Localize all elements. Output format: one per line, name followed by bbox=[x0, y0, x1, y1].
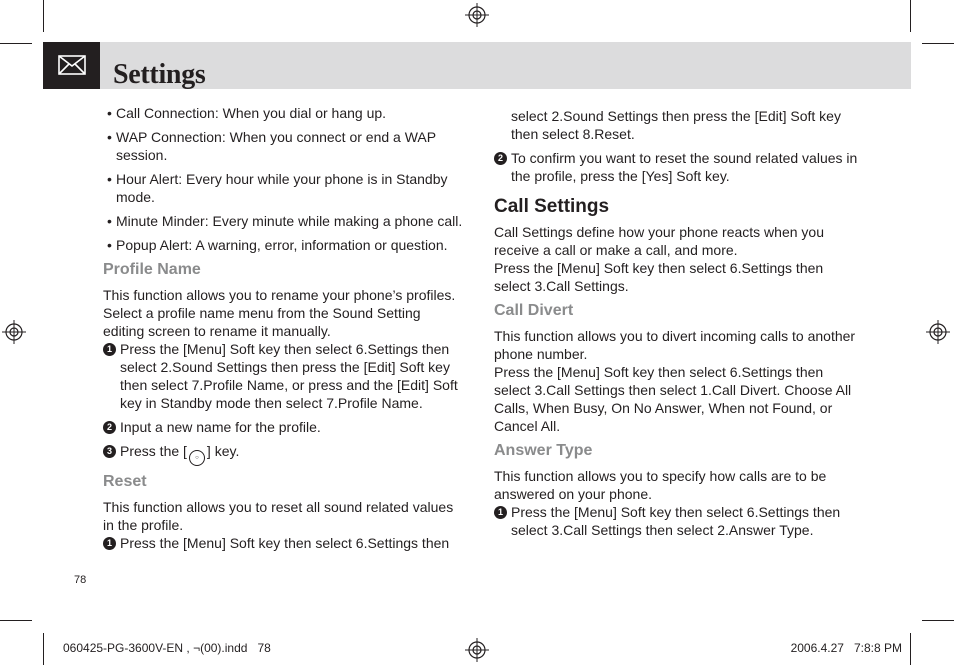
step-number: 1 bbox=[494, 506, 507, 519]
step-number: 1 bbox=[103, 537, 116, 550]
page-number: 78 bbox=[74, 574, 87, 586]
step-item: 1 Press the [Menu] Soft key then select 6.Settings then select 3.Call Settings then select 2.Answer Type. bbox=[494, 503, 858, 539]
crop-mark bbox=[0, 43, 32, 44]
envelope-icon bbox=[58, 55, 86, 75]
page-title: Settings bbox=[113, 59, 206, 90]
step-number: 2 bbox=[103, 421, 116, 434]
registration-mark-icon bbox=[465, 3, 489, 27]
list-item: • Minute Minder: Every minute while making a phone call. bbox=[107, 213, 463, 229]
step-number: 2 bbox=[494, 152, 507, 165]
subheading-reset: Reset bbox=[103, 473, 147, 490]
registration-mark-icon bbox=[926, 320, 950, 344]
step-item: select 2.Sound Settings then press the [Edit] Soft key then select 8.Reset. bbox=[511, 108, 841, 142]
crop-mark bbox=[910, 633, 911, 665]
step-number: 3 bbox=[103, 445, 116, 458]
crop-mark bbox=[910, 0, 911, 32]
registration-mark-icon bbox=[2, 320, 26, 344]
subheading-answer-type: Answer Type bbox=[494, 442, 593, 459]
step-item: 2 To confirm you want to reset the sound related values in the profile, press the [Yes] Soft key. bbox=[494, 149, 858, 185]
step-item: 3 Press the [ ○ ] key. bbox=[103, 442, 465, 466]
subheading-call-divert: Call Divert bbox=[494, 302, 574, 319]
paragraph: This function allows you to reset all sound related values in the profile. bbox=[103, 499, 454, 533]
paragraph: This function allows you to rename your phone’s profiles. Select a profile name menu from the Sound Setting editing screen to rename it manually. bbox=[103, 287, 456, 339]
right-column bbox=[494, 107, 858, 545]
header-icon-box bbox=[43, 42, 100, 89]
subheading-profile-name: Profile Name bbox=[103, 261, 201, 278]
registration-mark-icon bbox=[465, 638, 489, 662]
step-item: 2 Input a new name for the profile. bbox=[103, 418, 465, 436]
step-item: 1 Press the [Menu] Soft key then select 6.Settings then bbox=[103, 534, 465, 552]
section-heading-call-settings: Call Settings bbox=[494, 196, 610, 217]
crop-mark bbox=[0, 620, 32, 621]
paragraph: Press the [Menu] Soft key then select 6.Settings then select 3.Call Settings. bbox=[494, 260, 824, 294]
paragraph: Press the [Menu] Soft key then select 6.Settings then select 3.Call Settings then select 1.Call Divert. Choose All Calls, When Busy, On No Answer, When not Found, or Cancel All. bbox=[494, 364, 852, 434]
paragraph: This function allows you to divert incoming calls to another phone number. bbox=[494, 328, 856, 362]
left-column bbox=[103, 104, 465, 558]
step-item: 1 Press the [Menu] Soft key then select 6.Settings then select 2.Sound Settings then press the [Edit] Soft key then select 7.Profile Name, or press and the [Edit] Soft key in Standby mode then select 7.Profile Name. bbox=[103, 340, 465, 412]
ok-key-icon: ○ bbox=[189, 450, 205, 466]
list-item: • Popup Alert: A warning, error, information or question. bbox=[107, 237, 448, 253]
paragraph: This function allows you to specify how calls are to be answered on your phone. bbox=[494, 468, 827, 502]
footer-timestamp: 2006.4.27 7:8:8 PM bbox=[790, 641, 902, 655]
crop-mark bbox=[43, 0, 44, 32]
list-item: • WAP Connection: When you connect or end a WAP session. bbox=[107, 129, 436, 163]
step-number: 1 bbox=[103, 343, 116, 356]
footer-file-info: 060425-PG-3600V-EN , ¬(00).indd 78 bbox=[63, 641, 271, 655]
crop-mark bbox=[43, 633, 44, 665]
list-item: • Call Connection: When you dial or hang up. bbox=[107, 105, 387, 121]
paragraph: Call Settings define how your phone reacts when you receive a call or make a call, and more. bbox=[494, 224, 824, 258]
crop-mark bbox=[922, 43, 954, 44]
list-item: • Hour Alert: Every hour while your phone is in Standby mode. bbox=[107, 171, 448, 205]
header-bar bbox=[100, 42, 911, 89]
crop-mark bbox=[922, 620, 954, 621]
